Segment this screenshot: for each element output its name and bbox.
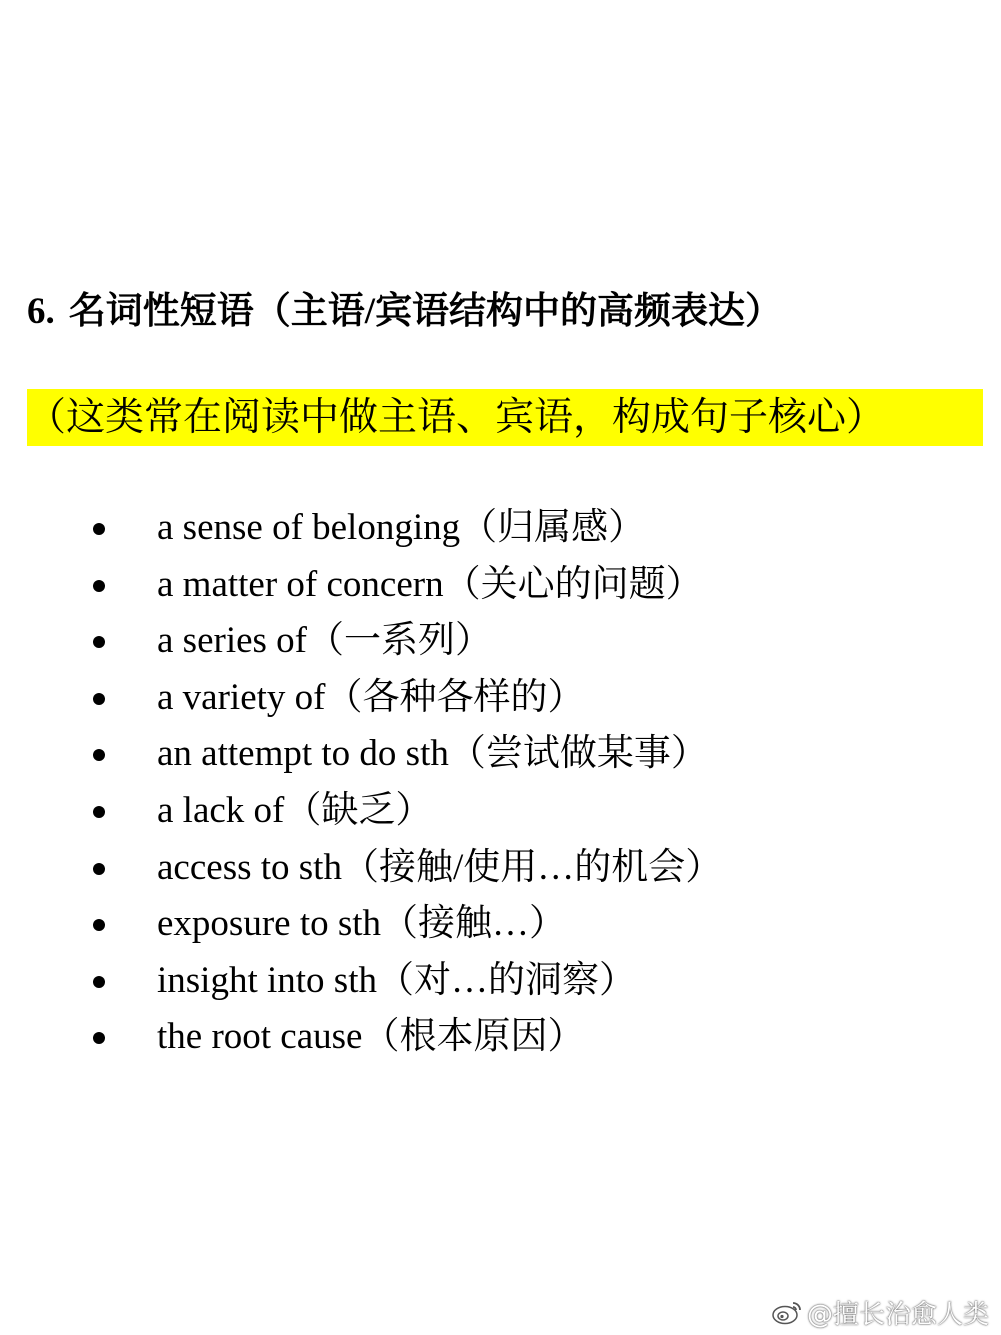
bullet-icon bbox=[93, 806, 105, 818]
phrase-text: insight into sth（对…的洞察） bbox=[157, 959, 636, 1001]
phrase-text: exposure to sth（接触…） bbox=[157, 903, 567, 945]
bullet-icon bbox=[93, 580, 105, 592]
watermark-text: @擅长治愈人类 bbox=[806, 1299, 989, 1330]
bullet-icon bbox=[93, 976, 105, 988]
section-number: 6. bbox=[27, 291, 55, 332]
bullet-icon bbox=[93, 749, 105, 761]
bullet-icon bbox=[93, 919, 105, 931]
phrase-text: a variety of（各种各样的） bbox=[157, 676, 585, 718]
bullet-icon bbox=[93, 1032, 105, 1044]
phrase-text: a matter of concern（关心的问题） bbox=[157, 563, 703, 605]
section-title: 名词性短语（主语/宾语结构中的高频表达） bbox=[68, 291, 783, 332]
weibo-icon bbox=[771, 1299, 803, 1325]
watermark bbox=[771, 1295, 989, 1329]
bullet-icon bbox=[93, 523, 105, 535]
bullet-icon bbox=[93, 863, 105, 875]
phrase-text: a sense of belonging（归属感） bbox=[157, 507, 646, 548]
bullet-icon bbox=[93, 636, 105, 648]
phrase-text: a lack of（缺乏） bbox=[157, 789, 433, 831]
phrase-text: the root cause（根本原因） bbox=[157, 1016, 585, 1058]
phrase-text: a series of（一系列） bbox=[157, 620, 492, 662]
highlight-note: （这类常在阅读中做主语、宾语，构成句子核心） bbox=[27, 396, 886, 439]
section-heading bbox=[27, 286, 782, 338]
bullet-icon bbox=[93, 693, 105, 705]
phrase-text: access to sth（接触/使用…的机会） bbox=[157, 846, 723, 888]
phrase-text: an attempt to do sth（尝试做某事） bbox=[157, 733, 708, 775]
